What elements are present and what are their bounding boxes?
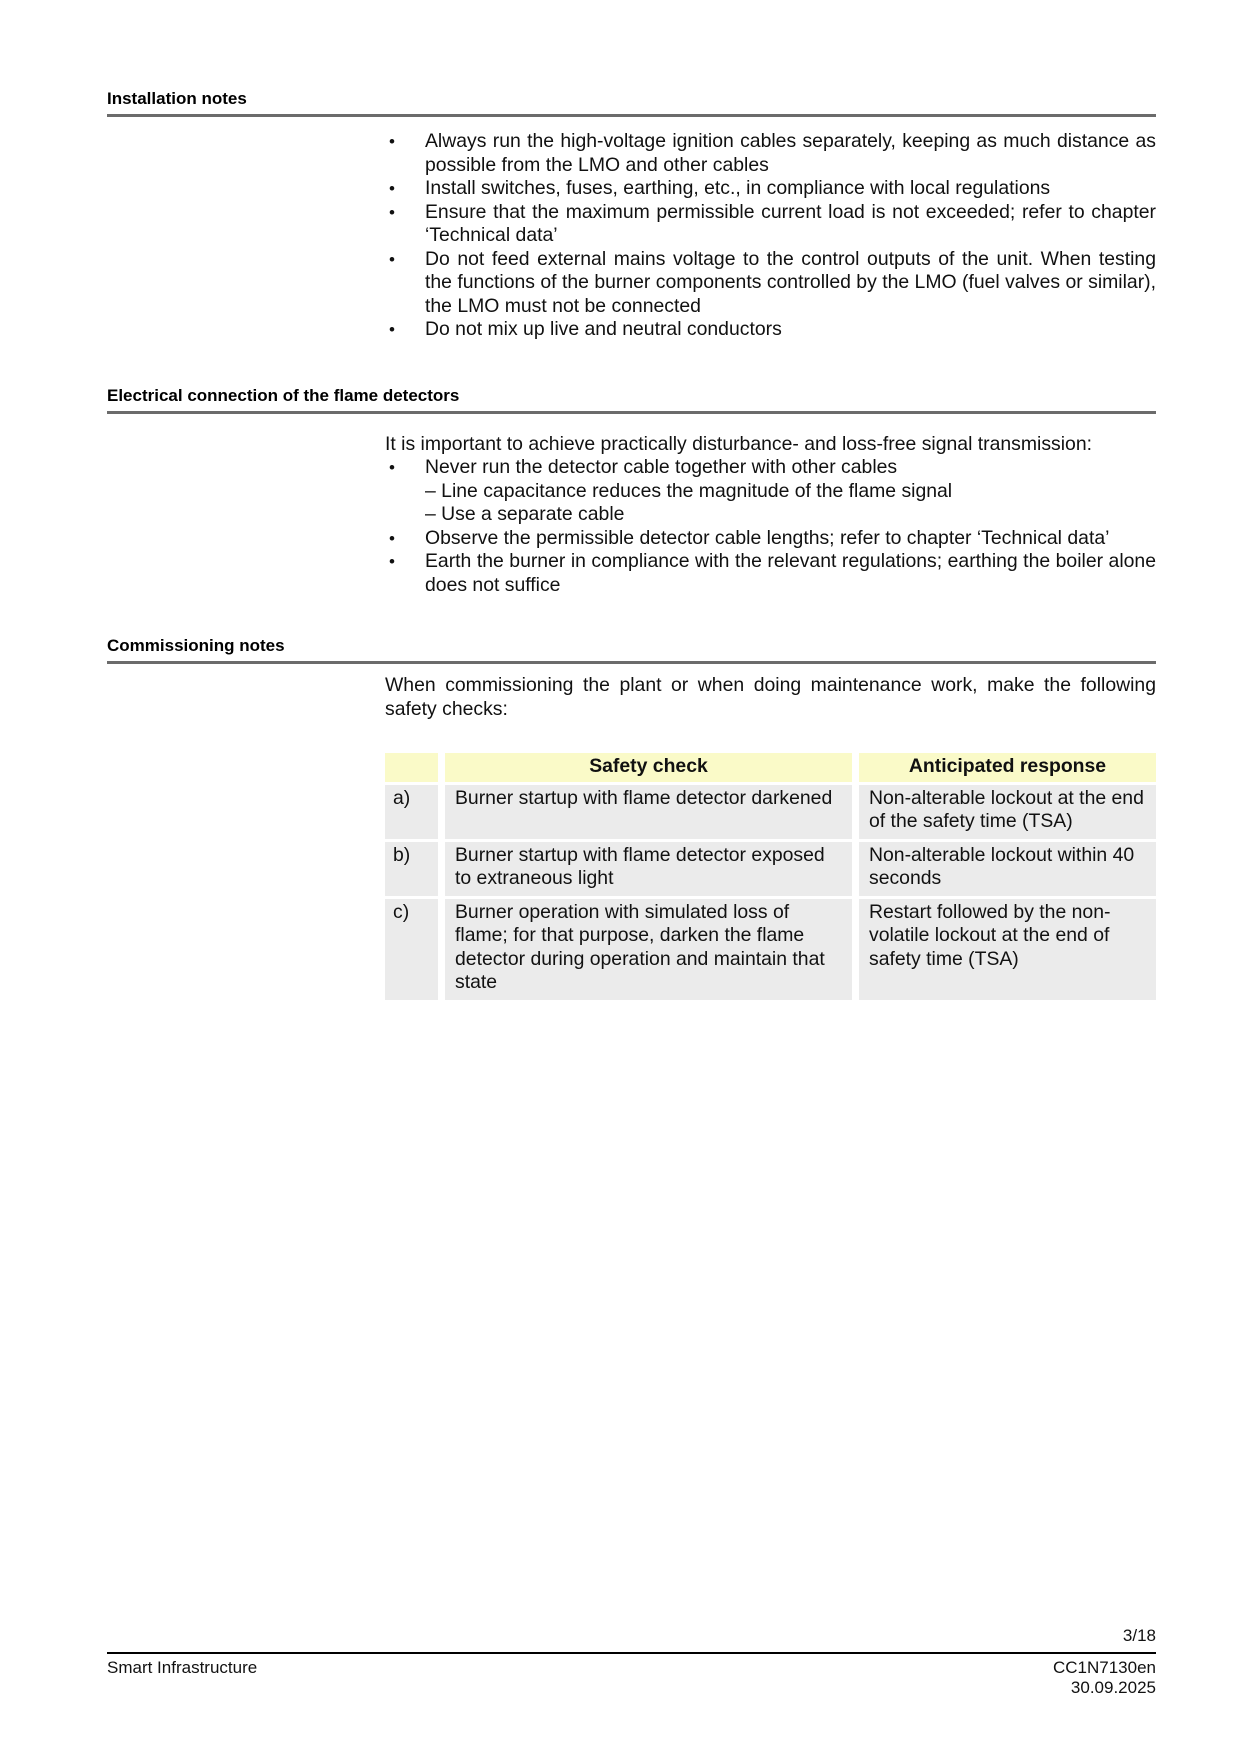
footer-date: 30.09.2025: [1070, 1678, 1156, 1697]
bullet-icon: •: [389, 202, 395, 222]
list-item-text: Observe the permissible detector cable lengths; refer to chapter ‘Technical data’: [425, 526, 1110, 549]
list-item-line: Never run the detector cable together with other cables: [425, 456, 898, 478]
list-item: [385, 318, 1156, 342]
list-item-text: Do not mix up live and neutral conductors: [425, 318, 782, 340]
commissioning-content: [385, 674, 1156, 1000]
section-heading-electrical: Electrical connection of the flame detectors: [107, 385, 1156, 414]
footer-doc-id: CC1N7130en: [1052, 1658, 1156, 1677]
table-cell-safety-check: Burner operation with simulated loss of flame; for that purpose, darken the flame detector during operation and maintain that state: [445, 899, 852, 1000]
list-item-text: Ensure that the maximum permissible current load is not exceeded; refer to chapter ‘Technical data’: [425, 200, 1156, 246]
table-cell-response: Non-alterable lockout within 40 seconds: [859, 842, 1156, 896]
list-item: [385, 248, 1156, 319]
table-row-label: a): [385, 785, 438, 839]
page-number: 3/18: [1122, 1626, 1156, 1645]
table-header-anticipated-response: Anticipated response: [859, 753, 1156, 782]
list-item: [385, 550, 1156, 597]
list-item: [385, 456, 1156, 527]
bullet-icon: •: [389, 458, 395, 477]
table-cell-safety-check: Burner startup with flame detector exposed to extraneous light: [445, 842, 852, 896]
table-cell-response: Restart followed by the non-volatile lockout at the end of safety time (TSA): [859, 899, 1156, 1000]
section-heading-installation: Installation notes: [107, 88, 1156, 117]
table-header-safety-check: Safety check: [445, 753, 852, 782]
page-footer: [107, 1626, 1156, 1698]
intro-paragraph: It is important to achieve practically disturbance- and loss-free signal transmission:: [385, 432, 1092, 455]
dash-sub-item: – Line capacitance reduces the magnitude of the flame signal: [425, 479, 953, 502]
dash-sub-item: – Use a separate cable: [425, 503, 625, 525]
list-item-text: [425, 456, 1156, 527]
intro-paragraph: When commissioning the plant or when doing maintenance work, make the following safety checks:: [385, 674, 1156, 720]
footer-company: Smart Infrastructure: [107, 1658, 258, 1677]
section-installation-notes: [107, 88, 1156, 342]
list-item: [385, 177, 1156, 201]
list-item: [385, 130, 1156, 177]
bullet-icon: •: [389, 249, 395, 269]
section-electrical-connection: [107, 385, 1156, 598]
bullet-icon: •: [389, 179, 395, 198]
installation-bullet-list: [385, 130, 1156, 342]
section-heading-commissioning: Commissioning notes: [107, 635, 1156, 664]
table-row-label: c): [385, 899, 438, 1000]
table-row-label: b): [385, 842, 438, 896]
list-item-text: Do not feed external mains voltage to the control outputs of the unit. When testing the functions of the burner components controlled by the LMO (fuel valves or similar), the LMO must not be connected: [425, 247, 1156, 317]
list-item: [385, 527, 1156, 551]
table-header-empty: [385, 753, 438, 782]
bullet-icon: •: [389, 552, 395, 571]
table-cell-safety-check: Burner startup with flame detector darkened: [445, 785, 852, 839]
table-cell-response: Non-alterable lockout at the end of the safety time (TSA): [859, 785, 1156, 839]
bullet-icon: •: [389, 132, 395, 151]
bullet-icon: •: [389, 320, 395, 339]
section-commissioning-notes: [107, 635, 1156, 1000]
list-item-text: Always run the high-voltage ignition cables separately, keeping as much distance as possible from the LMO and other cables: [425, 130, 1156, 176]
list-item-text: Install switches, fuses, earthing, etc., in compliance with local regulations: [425, 177, 1051, 199]
bullet-icon: •: [389, 528, 395, 548]
safety-check-table: [385, 753, 1156, 1000]
list-item: [385, 201, 1156, 248]
electrical-content: [385, 433, 1156, 598]
list-item-text: Earth the burner in compliance with the relevant regulations; earthing the boiler alone does not suffice: [425, 550, 1156, 596]
